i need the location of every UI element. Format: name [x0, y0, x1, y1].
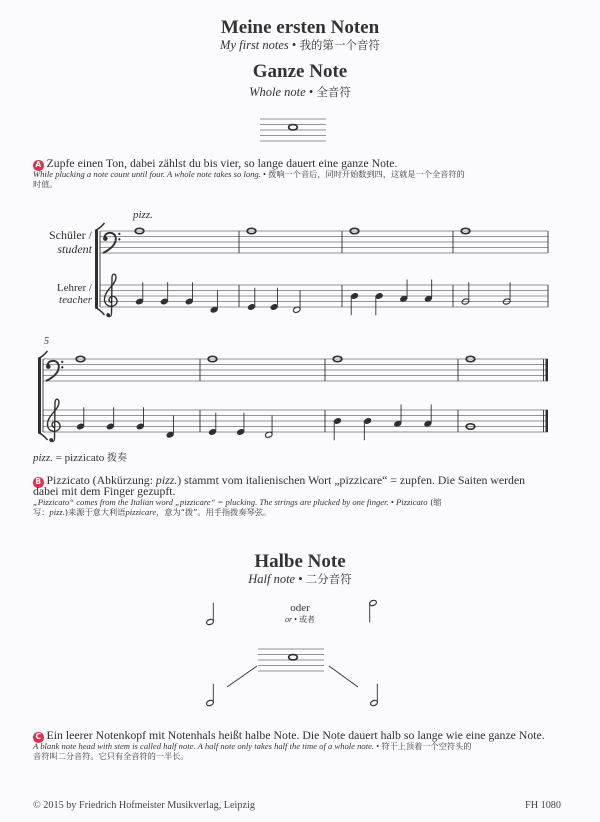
treble-clef-icon [106, 313, 110, 317]
system-bracket [95, 230, 98, 308]
instruction-c-zh-line2: 音符叫二分音符。它只有全音符的一半长。 [33, 750, 189, 761]
treble-staff [43, 399, 548, 442]
instruction-a-de [33, 158, 573, 169]
treble-clef-icon [107, 314, 112, 317]
quarter-note [166, 431, 175, 438]
student-label-en: student [57, 242, 92, 256]
quarter-note [424, 420, 433, 427]
bass-clef-icon [46, 361, 59, 381]
quarter-note [136, 423, 145, 430]
subtitle-en: My first notes [220, 38, 289, 52]
bass-clef-icon [118, 238, 120, 240]
separator: • [308, 85, 314, 99]
quarter-note [350, 292, 359, 299]
or-label [0, 616, 600, 624]
half-note-subtitle-en: Half note [248, 572, 296, 586]
whole-note [289, 655, 298, 660]
measure-number: 5 [44, 336, 49, 347]
whole-note [466, 356, 475, 361]
system-bracket [95, 223, 105, 231]
bass-clef-icon [61, 366, 63, 368]
treble-clef-icon [48, 399, 60, 439]
quarter-note [208, 428, 217, 435]
quarter-note [424, 295, 433, 302]
final-barline [546, 410, 549, 432]
instruction-b-italic: pizz. [155, 473, 178, 487]
bass-staff [100, 228, 548, 253]
instruction-b-text: Pizzicato (Abkürzung: [46, 473, 156, 487]
instruction-a-translation-2 [33, 180, 573, 190]
treble-clef-icon [49, 438, 53, 442]
system-bracket [38, 433, 48, 441]
instruction-a-translation [33, 170, 573, 180]
instruction-c [33, 730, 573, 761]
whole-note [461, 228, 470, 233]
student-label-de: Schüler / [49, 228, 92, 242]
instruction-a-zh-line2: 时值。 [33, 178, 58, 189]
quarter-note [76, 423, 85, 430]
score-system [38, 351, 548, 442]
treble-clef-icon [105, 274, 117, 314]
badge-a: A [33, 160, 44, 171]
half-note [502, 298, 511, 305]
separator: • [291, 38, 297, 52]
quarter-note [333, 417, 342, 424]
half-note [461, 298, 470, 305]
instruction-a-zh-line1: 拨响一个音后，同时开始数到四，这就是一个全音符的 [268, 169, 465, 179]
whole-note [466, 424, 475, 429]
instruction-c-de-text: Ein leerer Notenkopf mit Notenhals heißt halbe Note. Die Note dauert halb so lange wie eine ganze Note. [46, 728, 545, 742]
copyright: © 2015 by Friedrich Hofmeister Musikverlag, Leipzig [33, 800, 255, 811]
subtitle-zh: 我的第一个音符 [299, 38, 380, 52]
whole-note-subtitle [0, 86, 600, 99]
pizz-abbr: pizz. [33, 452, 53, 464]
or-zh: 或者 [298, 615, 315, 624]
bass-staff [43, 356, 548, 381]
badge-c: C [33, 732, 44, 743]
instruction-b-en: „Pizzicato“ comes from the Italian word „pizzicare“ = plucking. The strings are plucked by one finger. [33, 497, 389, 507]
half-note-subtitle-zh: 二分音符 [305, 572, 352, 586]
separator: • [390, 497, 394, 507]
system-bracket [38, 358, 41, 433]
half-note [264, 431, 273, 438]
quarter-note [160, 298, 169, 305]
teacher-label-de: Lehrer / [56, 282, 92, 294]
instruction-b [33, 475, 573, 517]
quarter-note [363, 417, 372, 424]
treble-staff [100, 274, 548, 317]
instruction-a [33, 158, 573, 189]
final-barline [546, 359, 549, 381]
catalog-number: FH 1080 [525, 800, 561, 811]
half-note-heading: Halbe Note [254, 551, 346, 572]
oder-label: oder [290, 602, 310, 614]
instruction-c-zh-line1: 符干上顶着一个空符头的 [381, 741, 472, 751]
pizz-definition-text: = pizzicato [52, 452, 108, 464]
instruction-a-de-text: Zupfe einen Ton, dabei zählst du bis vier, so lange dauert eine ganze Note. [46, 156, 398, 170]
pointer-line [329, 666, 358, 687]
whole-note [247, 228, 256, 233]
whole-note [289, 125, 298, 130]
instruction-b-zh-italic: pizzicare [125, 506, 157, 517]
page-subtitle [0, 39, 600, 52]
instruction-b-text: ) stammt vom italienischen Wort „pizzicare“ = zupfen. Die Saiten werden [177, 473, 526, 487]
bass-clef-icon [103, 236, 108, 241]
teacher-label-en: teacher [59, 294, 92, 306]
quarter-note [106, 423, 115, 430]
pizz-definition [33, 453, 127, 464]
or-en: or [285, 615, 293, 624]
quarter-note [185, 298, 194, 305]
half-note [206, 699, 215, 706]
whole-note-example [260, 119, 326, 141]
instruction-b-zh: (缩 [427, 497, 442, 507]
treble-clef-icon [50, 439, 55, 442]
bass-clef-icon [46, 364, 51, 369]
badge-b: B [33, 477, 44, 488]
bass-clef-icon [103, 233, 116, 253]
whole-note-subtitle-en: Whole note [249, 85, 306, 99]
instruction-b-zh-italic: pizz. [49, 506, 65, 517]
separator: • [298, 572, 303, 586]
whole-note-subtitle-zh: 全音符 [316, 85, 351, 99]
whole-note [208, 356, 217, 361]
half-note [292, 306, 301, 313]
pointer-line [227, 666, 257, 687]
instruction-b-zh-italic: Pizzicato [395, 497, 428, 507]
quarter-note [236, 428, 245, 435]
half-note-subtitle [0, 573, 600, 586]
page-title: Meine ersten Noten [220, 17, 380, 38]
instruction-b-zh: ，意为“拨”。用手指拨奏琴弦。 [156, 506, 272, 517]
quarter-note [210, 306, 219, 313]
quarter-note [247, 303, 256, 310]
instruction-b-zh: 写： [33, 506, 50, 517]
quarter-note [393, 420, 402, 427]
pizz-marking: pizz. [133, 209, 153, 221]
instruction-b-zh: )来源于意大利语 [64, 506, 126, 517]
instruction-b-de-line2: dabei mit dem Finger gezupft. [33, 484, 176, 498]
whole-note [76, 356, 85, 361]
bass-clef-icon [61, 361, 63, 363]
pizz-definition-zh: 拨奏 [107, 453, 128, 464]
instruction-c-translation-2 [33, 752, 573, 762]
system-bracket [95, 308, 105, 316]
system-bracket [38, 351, 48, 359]
quarter-note [270, 303, 279, 310]
score-system [95, 223, 548, 317]
separator: • [294, 615, 297, 624]
instruction-b-translation-2 [33, 508, 573, 518]
separator: • [376, 741, 380, 751]
quarter-note [135, 298, 144, 305]
quarter-note [375, 292, 384, 299]
instruction-c-de [33, 730, 573, 741]
separator: • [263, 169, 267, 179]
whole-note [135, 228, 144, 233]
instruction-c-en: A blank note head with stem is called half note. A half note only takes half the time of a whole note. [33, 741, 375, 751]
instruction-a-en: While plucking a note count until four. A whole note takes so long. [33, 169, 261, 179]
whole-note-heading: Ganze Note [252, 61, 348, 82]
whole-note [350, 228, 359, 233]
quarter-note [399, 295, 408, 302]
whole-note [333, 356, 342, 361]
bass-clef-icon [118, 233, 120, 235]
half-note [370, 699, 379, 706]
